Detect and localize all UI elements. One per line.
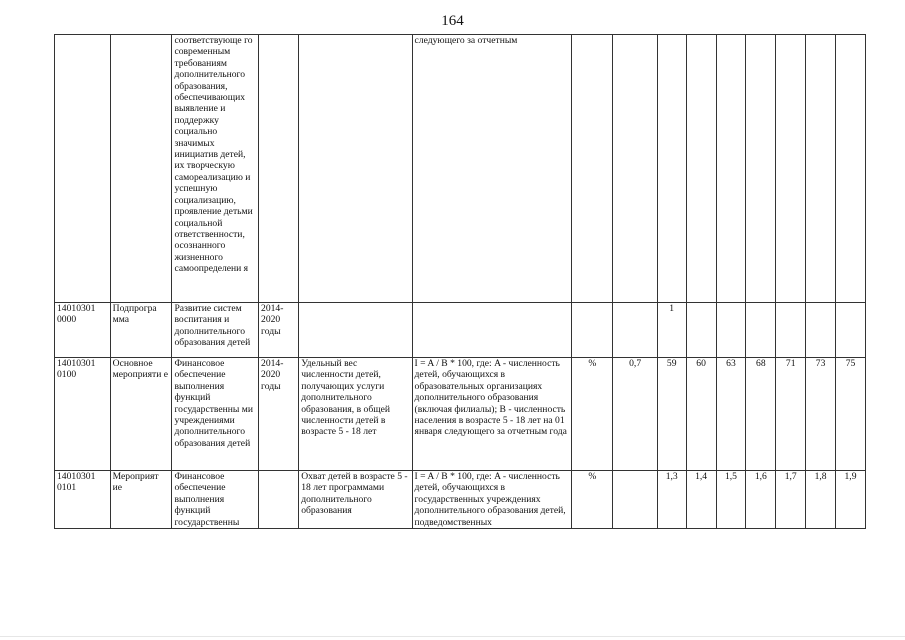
table-row — [55, 358, 866, 471]
cell-value-2: 60 — [686, 358, 716, 471]
cell-value-4 — [746, 303, 776, 358]
cell-value-4: 1,6 — [746, 471, 776, 529]
cell-value-6 — [806, 35, 836, 303]
cell-indicator: Охват детей в возрасте 5 - 18 лет программами дополнительного образования — [299, 471, 412, 529]
cell-type: Подпрогра мма — [110, 303, 172, 358]
cell-unit: % — [572, 358, 613, 471]
table-row — [55, 35, 866, 303]
cell-formula: следующего за отчетным — [412, 35, 572, 303]
cell-value-7 — [836, 35, 866, 303]
cell-value-1 — [657, 35, 686, 303]
cell-type: Основное мероприяти е — [110, 358, 172, 471]
page-number: 164 — [441, 13, 464, 29]
cell-value-3: 63 — [716, 358, 746, 471]
cell-formula: I = A / B * 100, где: A - численность детей, обучающихся в образовательных организациях дополнительного образования (включая филиалы); B - численность населения в возрасте 5 - 18 лет на 01 января следующего за отчетным года — [412, 358, 572, 471]
cell-value-7: 75 — [836, 358, 866, 471]
cell-value-1: 59 — [657, 358, 686, 471]
cell-base — [613, 471, 657, 529]
cell-indicator: Удельный вес численности детей, получающих услуги дополнительного образования, в общей численности детей в возрасте 5 - 18 лет — [299, 358, 412, 471]
cell-base — [613, 303, 657, 358]
cell-value-1: 1 — [657, 303, 686, 358]
cell-base: 0,7 — [613, 358, 657, 471]
cell-value-6 — [806, 303, 836, 358]
table-row — [55, 471, 866, 529]
cell-unit — [572, 303, 613, 358]
cell-value-1: 1,3 — [657, 471, 686, 529]
cell-name: соответствующе го современным требованиям дополнительного образования, обеспечивающих выявление и поддержку социально значимых инициатив детей, их творческую самореализацию и успешную социализацию, проявление детьми социальной ответственности, осознанного жизненного самоопределени я — [172, 35, 259, 303]
cell-code — [55, 35, 111, 303]
cell-value-3: 1,5 — [716, 471, 746, 529]
cell-code: 14010301 0101 — [55, 471, 111, 529]
cell-value-4: 68 — [746, 358, 776, 471]
cell-value-7 — [836, 303, 866, 358]
cell-unit — [572, 35, 613, 303]
cell-name: Развитие систем воспитания и дополнительного образования детей — [172, 303, 259, 358]
cell-value-6: 1,8 — [806, 471, 836, 529]
cell-years: 2014- 2020 годы — [259, 358, 299, 471]
cell-code: 14010301 0100 — [55, 358, 111, 471]
scan-edge — [0, 636, 905, 637]
cell-name: Финансовое обеспечение выполнения функций государственны — [172, 471, 259, 529]
cell-value-3 — [716, 35, 746, 303]
program-table — [54, 34, 866, 529]
cell-value-5 — [776, 303, 806, 358]
cell-value-5: 1,7 — [776, 471, 806, 529]
cell-indicator — [299, 35, 412, 303]
cell-value-3 — [716, 303, 746, 358]
cell-name: Финансовое обеспечение выполнения функций государственны ми учреждениями дополнительного образования детей — [172, 358, 259, 471]
cell-indicator — [299, 303, 412, 358]
cell-value-2: 1,4 — [686, 471, 716, 529]
cell-years: 2014- 2020 годы — [259, 303, 299, 358]
cell-value-7: 1,9 — [836, 471, 866, 529]
cell-type — [110, 35, 172, 303]
cell-unit: % — [572, 471, 613, 529]
cell-base — [613, 35, 657, 303]
cell-years — [259, 471, 299, 529]
cell-value-4 — [746, 35, 776, 303]
cell-value-2 — [686, 35, 716, 303]
cell-value-6: 73 — [806, 358, 836, 471]
cell-years — [259, 35, 299, 303]
table-row — [55, 303, 866, 358]
cell-type: Мероприят ие — [110, 471, 172, 529]
cell-value-2 — [686, 303, 716, 358]
cell-formula — [412, 303, 572, 358]
cell-code: 14010301 0000 — [55, 303, 111, 358]
cell-value-5 — [776, 35, 806, 303]
cell-formula: I = A / B * 100, где: A - численность детей, обучающихся в государственных учреждениях дополнительного образования детей, подведомственных — [412, 471, 572, 529]
cell-value-5: 71 — [776, 358, 806, 471]
